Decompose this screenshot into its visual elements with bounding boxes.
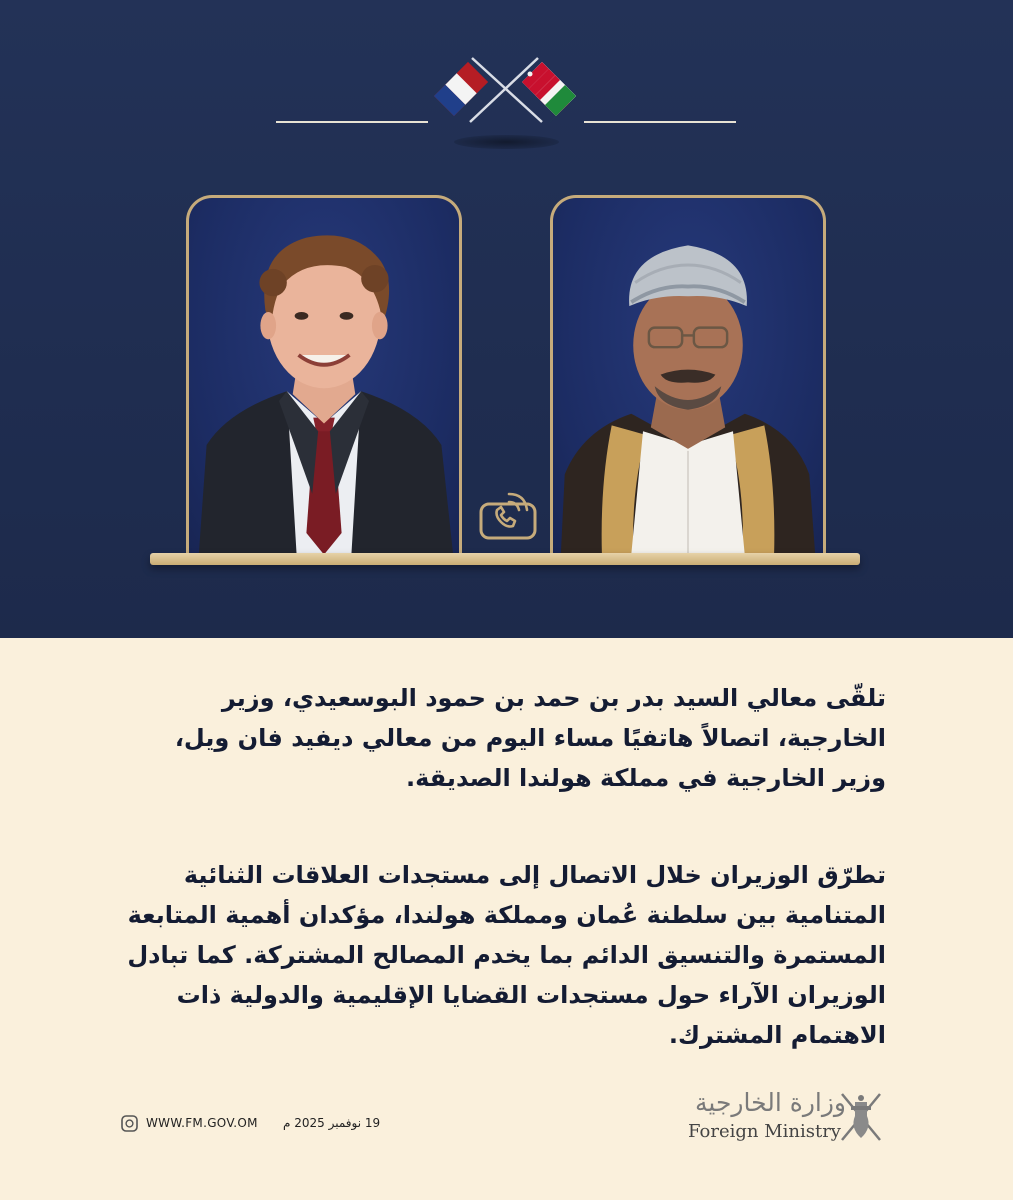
- portrait-oman-minister: [553, 198, 823, 557]
- website-icon: [121, 1115, 138, 1132]
- ministry-logo-arabic: وزارة الخارجية: [695, 1088, 847, 1117]
- portrait-shelf: [150, 553, 860, 565]
- portrait-netherlands-minister: [189, 198, 459, 557]
- flag-netherlands-icon: [434, 62, 488, 116]
- news-paragraph-1: تلقّى معالي السيد بدر بن حمد بن حمود البوسعيدي، وزير الخارجية، اتصالاً هاتفيًا مساء اليوم من معالي ديفيد فان ويل، وزير الخارجية في مملكة هولندا الصديقة.: [174, 684, 886, 792]
- header-divider-right: [584, 121, 736, 123]
- website-link[interactable]: WWW.FM.GOV.OM: [146, 1116, 258, 1130]
- publish-date: 19 نوفمبر 2025 م: [283, 1116, 381, 1130]
- portrait-frame-left: [186, 195, 462, 557]
- oman-emblem-icon: [834, 1088, 888, 1146]
- phone-call-icon: [475, 480, 541, 546]
- crossed-flags: [432, 52, 578, 142]
- header-divider-left: [276, 121, 428, 123]
- news-paragraph-2: تطرّق الوزيران خلال الاتصال إلى مستجدات العلاقات الثنائية المتنامية بين سلطنة عُمان ومملكة هولندا، مؤكدان أهمية المتابعة المستمرة والتنسيق الدائم بما يخدم المصالح المشتركة. كما تبادل الوزيران الآراء حول مستجدات القضايا الإقليمية والدولية ذات الاهتمام المشترك.: [127, 861, 886, 1049]
- portrait-frame-right: [550, 195, 826, 557]
- flag-oman-icon: [522, 62, 576, 123]
- ministry-logo-english: Foreign Ministry: [688, 1121, 841, 1142]
- flag-pole-right: [470, 58, 538, 122]
